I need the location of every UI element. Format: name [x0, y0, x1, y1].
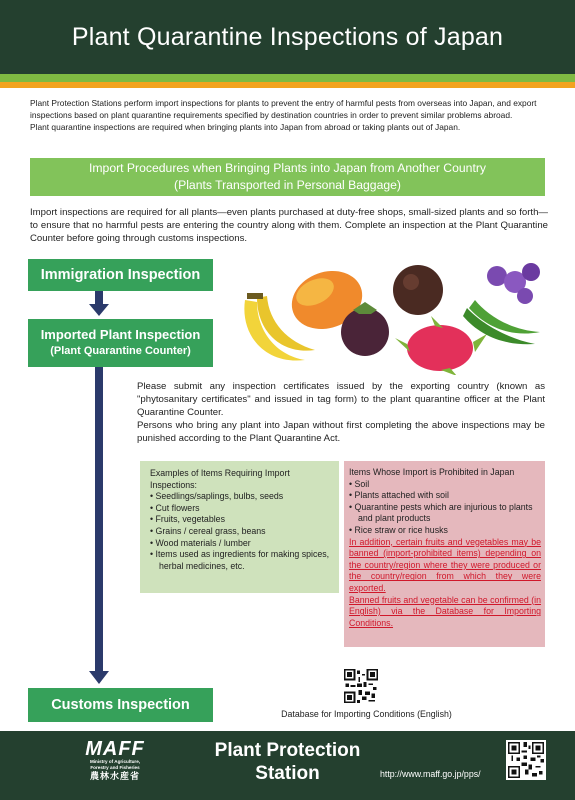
customs-inspection-step: Customs Inspection [28, 688, 213, 722]
submit-paragraph-2: Persons who bring any plant into Japan without first completing the above inspections may be punished according to the Plant Quarantine Act. [137, 420, 545, 444]
intro-paragraph-1: Plant Protection Stations perform import inspections for plants to prevent the entry of harmful pests from overseas into Japan, and export inspections based on plant quarantine requirements specified by destination countries in order to prevent similar problems abroad. [30, 98, 537, 120]
banned-items-note: In addition, certain fruits and vegetables may be banned (import-prohibited items) depending on the country/region where they were produced or the country/region from which they were exported. [349, 536, 541, 593]
submit-certificates-text [137, 380, 545, 445]
database-confirmation-note: Banned fruits and vegetable can be confirmed (in English) via the Database for Importing Conditions. [349, 594, 541, 628]
fruits-vegetables-photo [235, 260, 550, 375]
footer-title-line-2: Station [255, 763, 320, 784]
flow-connector-1 [95, 291, 103, 305]
banner-line-1: Import Procedures when Bringing Plants into Japan from Another Country [89, 161, 486, 175]
header-stripe-orange [0, 82, 575, 88]
list-item: • Seedlings/saplings, bulbs, seeds [150, 491, 333, 503]
prohibited-items-box [344, 461, 545, 647]
qr-code-caption: Database for Importing Conditions (English) [281, 709, 452, 719]
flow-connector-2 [95, 367, 103, 672]
maff-logo-kanji: 農林水産省 [89, 771, 140, 781]
maff-logo [70, 739, 160, 782]
list-item: • Plants attached with soil [349, 490, 541, 502]
list-item: • Rice straw or rice husks [349, 525, 541, 537]
footer-title-line-1: Plant Protection [214, 740, 361, 761]
maff-logo-subtitle-2: Forestry and Fisheries [90, 764, 140, 770]
plant-quarantine-counter-label: (Plant Quarantine Counter) [50, 345, 191, 357]
prohibited-items-list [349, 479, 541, 537]
imported-plant-inspection-step [28, 319, 213, 367]
immigration-inspection-step: Immigration Inspection [28, 259, 213, 291]
submit-paragraph-1: Please submit any inspection certificates issued by the exporting country (known as "phytosanitary certificates" and issued in tag form) to the plant quarantine officer at the Plant Quarantine Counter. [137, 381, 545, 418]
intro-text [30, 98, 550, 133]
prohibited-items-heading: Items Whose Import is Prohibited in Japan [349, 467, 515, 477]
flow-arrow-1-icon [89, 304, 109, 316]
footer-qr-code-icon[interactable] [506, 740, 546, 780]
list-item: • Cut flowers [150, 503, 333, 515]
imported-plant-inspection-label: Imported Plant Inspection [40, 327, 201, 342]
header-stripe-green [0, 74, 575, 82]
items-requiring-inspection-box [140, 461, 339, 593]
plant-protection-station-title [200, 739, 375, 785]
items-requiring-inspection-list [150, 491, 333, 572]
list-item: • Grains / cereal grass, beans [150, 526, 333, 538]
list-item: • Items used as ingredients for making spices, herbal medicines, etc. [150, 549, 333, 572]
flow-arrow-2-icon [89, 671, 109, 684]
database-qr-code-icon[interactable] [344, 669, 378, 703]
banner-line-2: (Plants Transported in Personal Baggage) [174, 178, 401, 192]
list-item: • Soil [349, 479, 541, 491]
intro-paragraph-2: Plant quarantine inspections are required when bringing plants into Japan from abroad or taking plants out of Japan. [30, 121, 461, 132]
import-inspection-text: Import inspections are required for all plants—even plants purchased at duty-free shops, small-sized plants and so forth—to ensure that no harmful pests are entering the country along with them. Complete an inspection at the Plant Quarantine Counter before going through customs inspections. [30, 207, 548, 244]
list-item: • Fruits, vegetables [150, 514, 333, 526]
list-item: • Wood materials / lumber [150, 538, 333, 550]
page-title: Plant Quarantine Inspections of Japan [71, 23, 504, 51]
maff-logo-subtitle-1: Ministry of Agriculture, [89, 759, 141, 764]
page-header [0, 0, 575, 74]
maff-logo-text: MAFF [85, 738, 145, 760]
section-banner [30, 158, 545, 196]
list-item: • Quarantine pests which are injurious to plants and plant products [349, 502, 541, 525]
footer-url-link[interactable]: http://www.maff.go.jp/pps/ [380, 769, 481, 779]
items-requiring-inspection-heading: Examples of Items Requiring Import Inspections: [150, 468, 290, 490]
